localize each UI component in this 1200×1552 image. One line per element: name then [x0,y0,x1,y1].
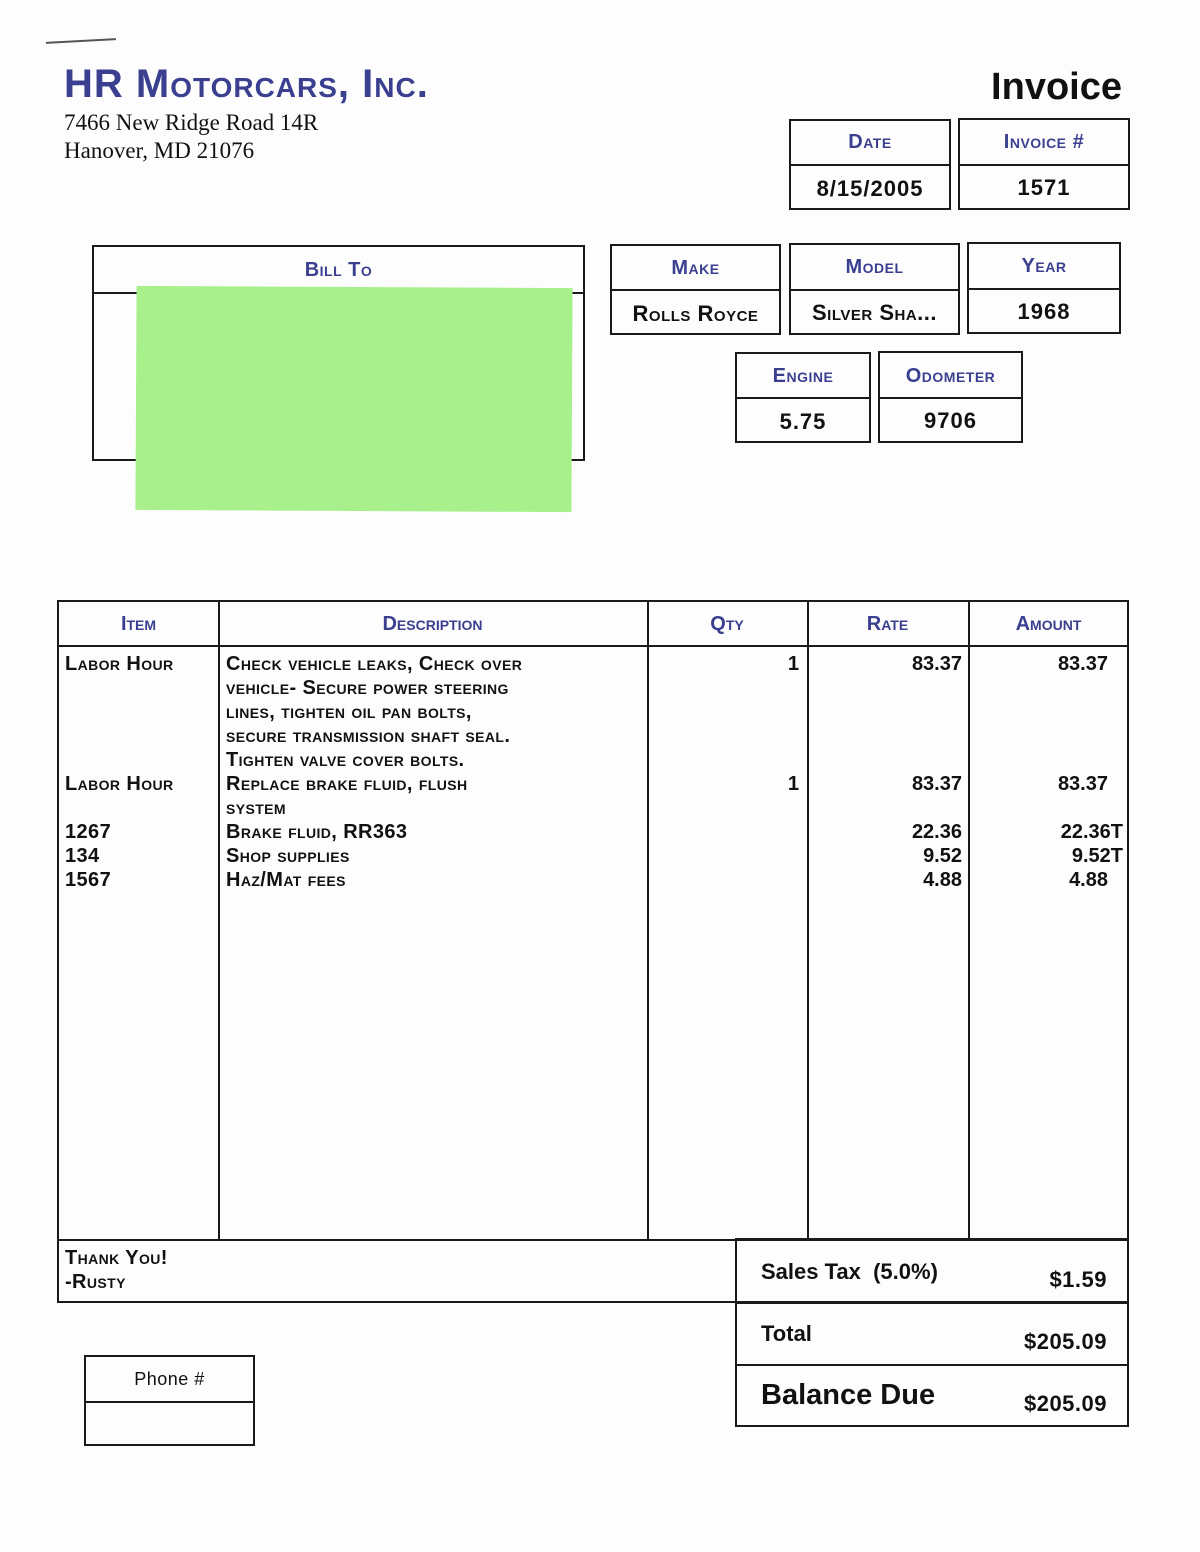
column-divider [968,602,970,1239]
odometer-label: Odometer [905,365,996,387]
company-address-line1: 7466 New Ridge Road 14R [64,110,319,135]
row-description-line: Brake fluid, RR363 [226,821,408,843]
row-description-line: vehicle- Secure power steering [226,677,509,699]
row-item: 1267 [65,821,112,843]
pen-mark [46,38,116,44]
row-amount: 4.88 [1069,869,1108,891]
row-amount: 22.36T [1060,821,1123,843]
signature-name: -Rusty [65,1271,126,1293]
company-address-line2: Hanover, MD 21076 [64,138,255,163]
header-amount: Amount [1015,613,1082,635]
odometer-box [878,351,1023,443]
sales-tax-value: $1.59 [1049,1267,1107,1292]
balance-due-value: $205.09 [1023,1391,1107,1416]
invoice-number-label: Invoice # [1003,131,1085,153]
bill-to-label: Bill To [304,259,373,281]
row-description-line: Tighten valve cover bolts. [226,749,465,771]
phone-box [84,1355,255,1446]
engine-box [735,352,871,443]
row-amount: 83.37 [1057,773,1108,795]
row-amount: 83.37 [1057,653,1108,675]
invoice-number-box [958,118,1130,210]
divider [737,397,869,399]
row-rate: 9.52 [923,845,962,867]
row-qty: 1 [787,773,799,795]
year-box [967,242,1121,334]
row-description-line: Shop supplies [226,845,350,867]
redaction-sticky-note [135,286,572,512]
thank-you-message: Thank You! [65,1247,168,1269]
divider [737,1302,1127,1304]
totals-box [735,1238,1129,1427]
company-name: HR Motorcars, Inc. [64,62,429,106]
divider [880,397,1021,399]
make-label: Make [671,257,720,279]
header-description: Description [382,613,483,635]
divider [737,1364,1127,1366]
row-description-line: Check vehicle leaks, Check over [226,653,523,675]
row-rate: 22.36 [911,821,962,843]
items-table [57,600,1129,1303]
row-qty: 1 [787,653,799,675]
divider [612,289,779,291]
date-label: Date [848,131,892,153]
phone-label: Phone # [134,1369,205,1389]
header-item: Item [120,613,157,635]
row-rate: 83.37 [911,773,962,795]
engine-label: Engine [772,365,834,387]
column-divider [218,602,220,1239]
column-divider [647,602,649,1239]
divider [969,288,1119,290]
balance-due-label: Balance Due [761,1379,936,1411]
odometer-value: 9706 [924,408,977,433]
header-rate: Rate [866,613,909,635]
total-label: Total [761,1321,812,1346]
make-box [610,244,781,335]
row-item: Labor Hour [65,773,174,795]
row-description-line: Replace brake fluid, flush [226,773,468,795]
row-amount: 9.52T [1071,845,1123,867]
row-item: 1567 [65,869,112,891]
date-box [789,119,951,210]
header-qty: Qty [710,613,744,635]
row-description-line: Haz/Mat fees [226,869,346,891]
model-box [789,243,960,335]
row-item: Labor Hour [65,653,174,675]
make-value: Rolls Royce [632,301,759,326]
year-label: Year [1021,255,1067,277]
year-value: 1968 [1017,299,1071,324]
divider [960,164,1128,166]
model-value: Silver Sha... [811,300,938,325]
row-item: 134 [65,845,100,867]
column-divider [807,602,809,1239]
sales-tax-label: Sales Tax (5.0%) [761,1259,938,1284]
row-rate: 83.37 [911,653,962,675]
invoice-number-value: 1571 [1017,175,1071,200]
divider [791,164,949,166]
row-description-line: secure transmission shaft seal. [226,725,511,747]
divider [791,289,958,291]
row-description-line: system [226,797,286,819]
date-value: 8/15/2005 [816,176,924,201]
row-description-line: lines, tighten oil pan bolts, [226,701,472,723]
divider [86,1401,253,1403]
row-rate: 4.88 [923,869,962,891]
total-value: $205.09 [1023,1329,1107,1354]
model-label: Model [845,256,904,278]
document-title: Invoice [991,66,1122,108]
engine-value: 5.75 [779,409,827,434]
header-divider [59,645,1127,647]
